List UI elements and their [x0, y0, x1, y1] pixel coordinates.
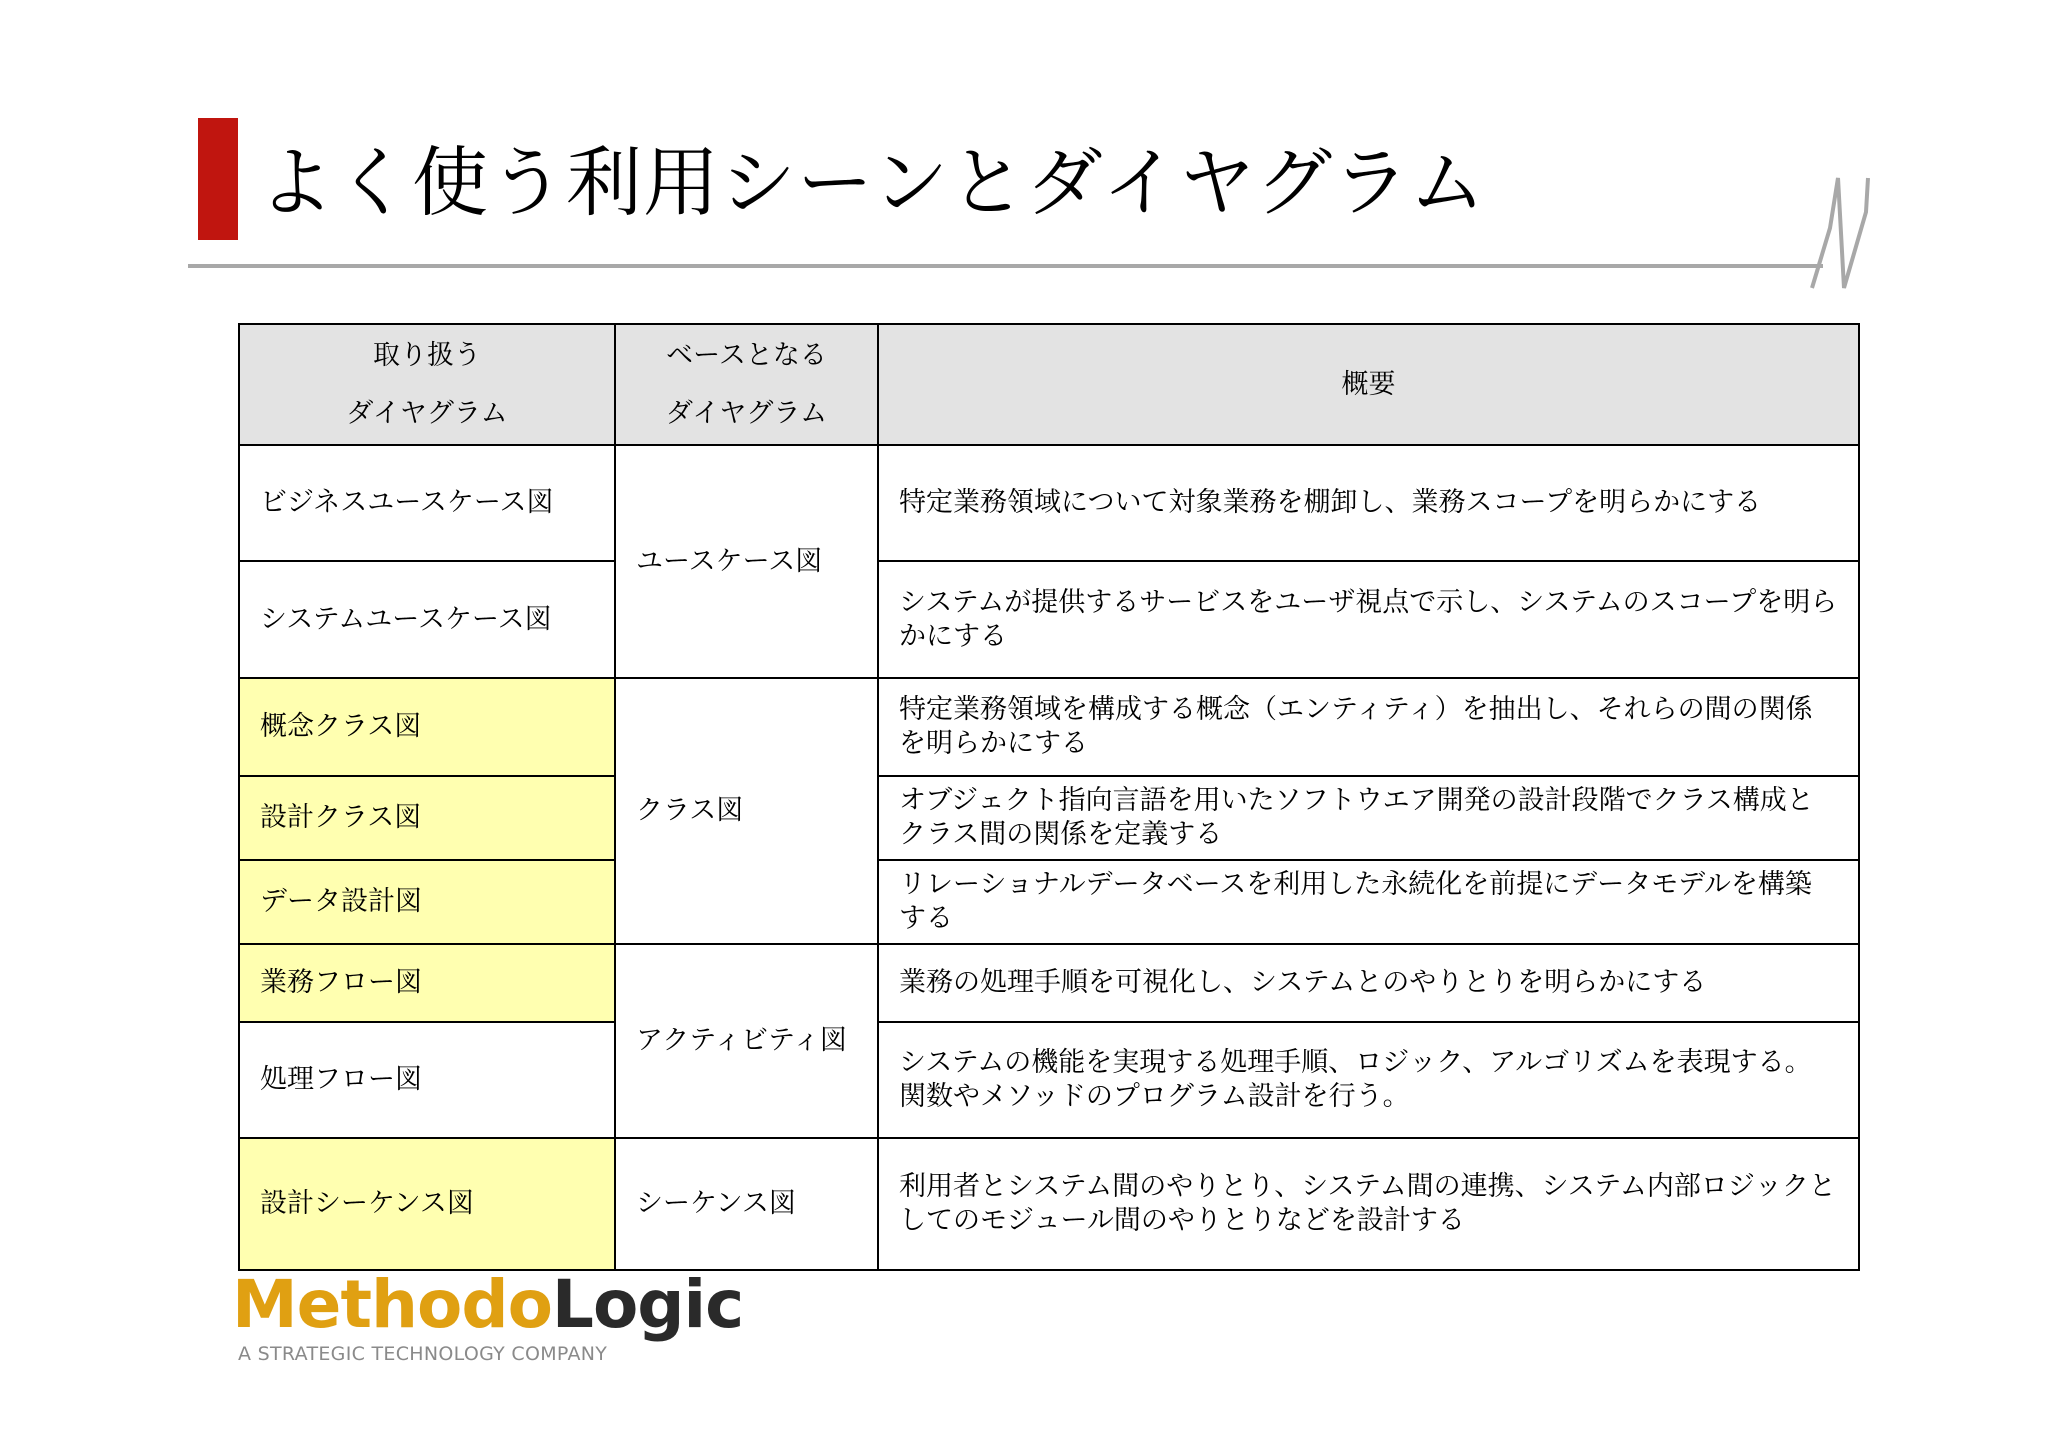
diagram-cell: 設計シーケンス図	[239, 1138, 615, 1270]
base-diagram-cell: アクティビティ図	[615, 944, 878, 1138]
table-row	[239, 678, 1859, 776]
header-base-diagram-line1: ベースとなる	[666, 339, 827, 371]
diagram-cell: システムユースケース図	[239, 561, 615, 678]
logo-part1: Methodo	[232, 1266, 552, 1343]
base-diagram-cell: シーケンス図	[615, 1138, 878, 1270]
diagram-table	[238, 323, 1860, 1271]
logo-wordmark	[232, 1268, 743, 1342]
header-base-diagram-line2: ダイヤグラム	[665, 397, 828, 429]
summary-cell: オブジェクト指向言語を用いたソフトウエア開発の設計段階でクラス構成とクラス間の関係を定義する	[878, 776, 1859, 860]
base-diagram-cell: ユースケース図	[615, 445, 878, 678]
diagram-cell: 設計クラス図	[239, 776, 615, 860]
title-accent-bar	[198, 118, 238, 240]
table-row	[239, 1138, 1859, 1270]
summary-cell: 特定業務領域について対象業務を棚卸し、業務スコープを明らかにする	[878, 445, 1859, 561]
summary-cell: 業務の処理手順を可視化し、システムとのやりとりを明らかにする	[878, 944, 1859, 1022]
diagram-cell: データ設計図	[239, 860, 615, 944]
header-summary: 概要	[878, 324, 1859, 445]
logo-part2: Logic	[551, 1266, 744, 1343]
diagram-cell: 業務フロー図	[239, 944, 615, 1022]
summary-cell: システムが提供するサービスをユーザ視点で示し、システムのスコープを明らかにする	[878, 561, 1859, 678]
table-row	[239, 860, 1859, 944]
summary-cell: 特定業務領域を構成する概念（エンティティ）を抽出し、それらの間の関係を明らかにする	[878, 678, 1859, 776]
title-underline	[188, 264, 1823, 268]
table-row	[239, 445, 1859, 561]
table-row	[239, 944, 1859, 1022]
summary-cell: リレーショナルデータベースを利用した永続化を前提にデータモデルを構築する	[878, 860, 1859, 944]
company-logo	[232, 1268, 743, 1366]
diagram-cell: 処理フロー図	[239, 1022, 615, 1138]
table-row	[239, 776, 1859, 860]
table-row	[239, 1022, 1859, 1138]
header-handled-diagram-line2: ダイヤグラム	[346, 397, 508, 429]
logo-tagline: A STRATEGIC TECHNOLOGY COMPANY	[238, 1343, 608, 1365]
corner-mark-icon	[1808, 176, 1876, 290]
table-row	[239, 561, 1859, 678]
page-title: よく使う利用シーンとダイヤグラム	[258, 138, 1487, 227]
header-handled-diagram	[239, 324, 615, 445]
table-header-row	[239, 324, 1859, 445]
summary-cell: 利用者とシステム間のやりとり、システム間の連携、システム内部ロジックとしてのモジュール間のやりとりなどを設計する	[878, 1138, 1859, 1270]
diagram-cell: 概念クラス図	[239, 678, 615, 776]
diagram-cell: ビジネスユースケース図	[239, 445, 615, 561]
base-diagram-cell: クラス図	[615, 678, 878, 944]
header-base-diagram	[615, 324, 878, 445]
summary-cell: システムの機能を実現する処理手順、ロジック、アルゴリズムを表現する。関数やメソッドのプログラム設計を行う。	[878, 1022, 1859, 1138]
header-handled-diagram-line1: 取り扱う	[373, 339, 481, 371]
